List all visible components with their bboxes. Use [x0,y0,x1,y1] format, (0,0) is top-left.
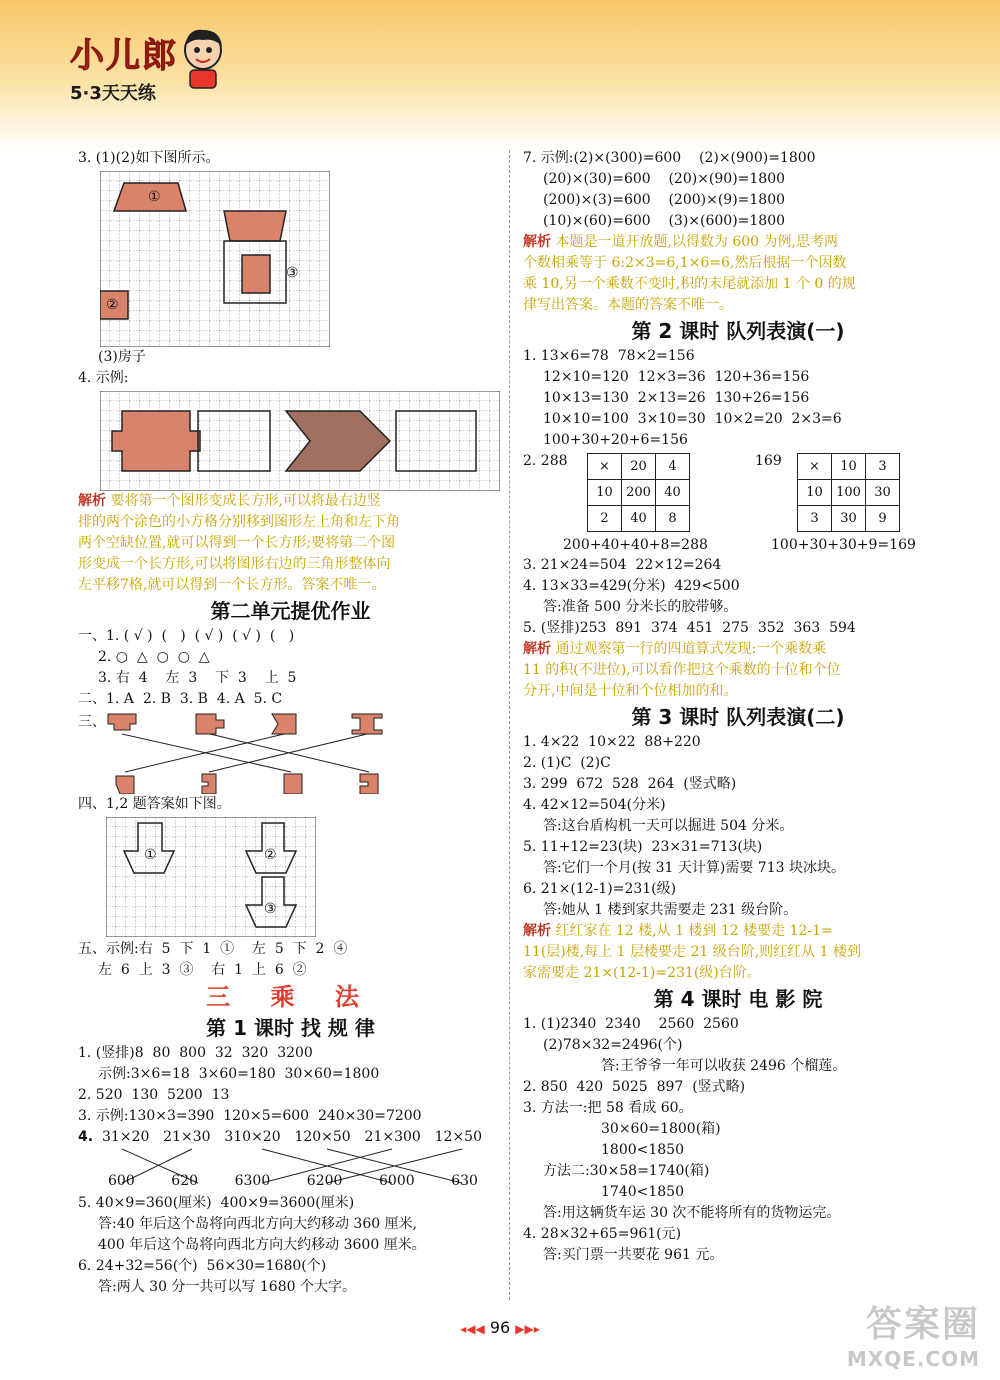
table-cell: 2 [588,506,622,532]
q3-shape3-label: ③ [286,265,299,281]
table-cell: 40 [656,480,690,506]
l2-q2-sum2: 100+30+30+9=169 [771,537,916,553]
watermark-url: MXQE.COM [846,1347,980,1371]
column-divider [509,150,510,1300]
l3-q6b: 答:她从 1 楼到家共需要走 231 级台阶。 [543,902,798,918]
u2-line2: 2. ○ △ ○ ○ △ [98,649,210,665]
analysis-line: 要将第一个图形变成长方形,可以将最右边竖 [110,493,381,509]
q3-intro: 3. (1)(2)如下图所示。 [78,150,220,166]
analysis-line: 11(层)楼,每上 1 层楼要走 21 级台阶,则红红从 1 楼到 [523,944,861,960]
watermark [847,1296,980,1371]
lesson3-title: 第 3 课时 队列表演(二) [631,705,845,729]
l4-q2: 2. 850 420 5025 897 (竖式略) [523,1079,746,1095]
q4-intro: 4. 示例: [78,370,129,386]
l2-q1: 1. 13×6=78 78×2=156 [523,348,695,364]
match-result: 600 [108,1173,135,1189]
next-arrows-icon: ▶▶▸ [515,1322,540,1336]
q7-analysis [523,232,953,316]
match-expression: 21×300 [364,1129,421,1145]
unit3-title: 三 乘 法 [206,983,375,1011]
table-cell: 40 [622,506,656,532]
analysis-line: 律写出答案。本题的答案不唯一。 [523,297,733,313]
q3-answer: (3)房子 [98,349,146,365]
l2-q2-sum1: 200+40+40+8=288 [563,537,708,553]
l4-q3f: 答:用这辆货车运 30 次不能将所有的货物运完。 [543,1205,841,1221]
l3-q6-analysis [523,921,953,984]
table-cell: 10 [798,480,832,506]
q3-shape2-label: ② [106,297,119,313]
l4-q3e: 1740<1850 [601,1184,684,1200]
u2-line7: 五、示例:右 5 下 1 ① 左 5 下 2 ④ [78,941,348,957]
analysis-line: 个数相乘等于 6:2×3=6,1×6=6,然后根据一个因数 [523,255,847,271]
table-cell: 30 [866,480,900,506]
u2-line5: 三、 [78,714,106,730]
l1-q5: 5. 40×9=360(厘米) 400×9=3600(厘米) [78,1195,355,1211]
match-bottom-row [108,1171,478,1192]
u2-line4: 二、1. A 2. B 3. B 4. A 5. C [78,691,283,707]
analysis-line: 两个空缺位置,就可以得到一个长方形;要将第二个图 [78,535,396,551]
l1-q1: 1. (竖排)8 80 800 32 320 3200 [78,1045,313,1061]
multiplication-table-2 [797,453,900,532]
l2-q5-analysis [523,639,953,702]
matching-lines [106,710,406,794]
match-result: 6300 [234,1173,271,1189]
l4-q1c: 答:王爷爷一年可以收获 2496 个榴莲。 [601,1058,847,1074]
analysis-line: 家需要走 21×(12-1)=231(级)台阶。 [523,965,761,981]
analysis-line: 乘 10,另一个乘数不变时,积的末尾就添加 1 个 0 的规 [523,276,856,292]
l3-q5b: 答:它们一个月(按 31 天计算)需要 713 块冰块。 [543,860,845,876]
l1-q4-num: 4. [78,1129,94,1145]
table-cell: 100 [832,480,866,506]
match-result: 630 [451,1173,478,1189]
watermark-title: 答案圈 [865,1304,980,1345]
l2-q2-label: 2. 288 [523,453,568,469]
l2-q2-tables [523,451,953,555]
l3-q4: 4. 42×12=504(分米) [523,797,666,813]
match-expression: 310×20 [224,1129,281,1145]
analysis-line: 分开,中间是十位和个位相加的和。 [523,683,738,699]
q7b: (20)×(30)=600 (20)×(90)=1800 [543,171,786,187]
analysis-line: 11 的积(不进位),可以看作把这个乘数的十位和个位 [523,662,841,678]
q7c: (200)×(3)=600 (200)×(9)=1800 [543,192,786,208]
l1-q6: 6. 24+32=56(个) 56×30=1680(个) [78,1258,327,1274]
l3-q4b: 答:这台盾构机一天可以掘进 504 分米。 [543,818,794,834]
l2-q1d: 10×10=100 3×10=30 10×2=20 2×3=6 [543,411,842,427]
table-cell: 3 [798,506,832,532]
l4-q3c: 1800<1850 [601,1142,684,1158]
prev-arrows-icon: ◂◀◀ [460,1322,485,1336]
match-result: 620 [171,1173,199,1189]
table-cell: 20 [622,454,656,480]
analysis-tag: 解析 [523,234,551,250]
l4-q1: 1. (1)2340 2340 2560 2560 [523,1016,739,1032]
match-result: 6200 [306,1173,343,1189]
analysis-tag: 解析 [523,641,551,657]
q3-shape1-label: ① [148,189,161,205]
match-expression: 12×50 [434,1129,482,1145]
analysis-line: 红红家在 12 楼,从 1 楼到 12 楼要走 12-1= [555,923,833,939]
table-cell: × [798,454,832,480]
left-column [78,148,503,1298]
l4-q3: 3. 方法一:把 58 看成 60。 [523,1100,693,1116]
q4-grid-figure [100,391,500,491]
l3-q2: 2. (1)C (2)C [523,755,611,771]
u2-line3: 3. 右 4 左 3 下 3 上 5 [98,670,297,686]
analysis-line: 左平移7格,就可以得到一个长方形。答案不唯一。 [78,577,386,593]
analysis-line: 本题是一道开放题,以得数为 600 为例,思考两 [555,234,838,250]
match-top-row [102,1127,482,1148]
l2-q1c: 10×13=130 2×13=26 130+26=156 [543,390,810,406]
l1-q5b: 答:40 年后这个岛将向西北方向大约移动 360 厘米, [98,1216,418,1232]
q7: 7. 示例:(2)×(300)=600 (2)×(900)=1800 [523,150,816,166]
l2-q1e: 100+30+20+6=156 [543,432,688,448]
l3-q1: 1. 4×22 10×22 88+220 [523,734,701,750]
table-cell: 4 [656,454,690,480]
u2-line1: 一、1. ( √ ) ( ) ( √ ) ( √ ) ( ) [78,628,295,644]
match-expression: 31×20 [102,1129,150,1145]
l4-q4b: 答:买门票一共要花 961 元。 [543,1247,724,1263]
l4-q4: 4. 28×32+65=961(元) [523,1226,682,1242]
q4-analysis [78,491,503,596]
table-cell: 30 [832,506,866,532]
table-cell: × [588,454,622,480]
l1-q6b: 答:两人 30 分一共可以写 1680 个大字。 [98,1279,356,1295]
q3-grid-figure [100,171,330,347]
u2-shape3-label: ③ [264,901,277,917]
l2-q5: 5. (竖排)253 891 374 451 275 352 363 594 [523,620,856,636]
u2-line6: 四、1,2 题答案如下图。 [78,796,231,812]
l2-q4b: 答:准备 500 分米长的胶带够。 [543,599,738,615]
unit2-title: 第二单元提优作业 [210,599,371,623]
logo-subtitle: 5·3天天练 [70,83,156,104]
page-number: 96 [489,1318,511,1337]
analysis-line: 形变成一个长方形,可以将图形右边的三角形整体向 [78,556,391,572]
l4-q3d: 方法二:30×58=1740(箱) [543,1163,710,1179]
table-cell: 10 [588,480,622,506]
u2-matching-figure [78,710,503,794]
match-expression: 21×30 [163,1129,211,1145]
l2-q2-label2: 169 [755,453,782,469]
analysis-line: 通过观察第一行的四道算式发现:一个乘数乘 [555,641,827,657]
l1-q4-matching [78,1127,503,1193]
analysis-tag: 解析 [78,493,106,509]
q7d: (10)×(60)=600 (3)×(600)=1800 [543,213,786,229]
mascot-icon [178,26,228,90]
table-cell: 9 [866,506,900,532]
lesson4-title: 第 4 课时 电 影 院 [653,987,823,1011]
u2-grid-figure [78,815,503,939]
l1-q3: 3. 示例:130×3=390 120×5=600 240×30=7200 [78,1108,422,1124]
l3-q6: 6. 21×(12-1)=231(级) [523,881,677,897]
match-expression: 120×50 [294,1129,351,1145]
logo-title: 小儿郎 [70,36,178,76]
logo [70,28,178,105]
table-cell: 10 [832,454,866,480]
lesson2-title: 第 2 课时 队列表演(一) [631,319,845,343]
table-cell: 8 [656,506,690,532]
analysis-tag: 解析 [523,923,551,939]
l4-q1b: (2)78×32=2496(个) [543,1037,683,1053]
u2-line8: 左 6 上 3 ③ 右 1 上 6 ② [98,962,307,978]
lesson1-title: 第 1 课时 找 规 律 [206,1016,375,1040]
table-cell: 3 [866,454,900,480]
analysis-line: 排的两个涂色的小方格分别移到图形左上角和左下角 [78,514,400,530]
l2-q4: 4. 13×33=429(分米) 429<500 [523,578,740,594]
multiplication-table-1 [587,453,690,532]
l2-q1b: 12×10=120 12×3=36 120+36=156 [543,369,810,385]
l3-q3: 3. 299 672 528 264 (竖式略) [523,776,737,792]
l1-q1b: 示例:3×6=18 3×60=180 30×60=1800 [98,1066,380,1082]
l4-q3b: 30×60=1800(箱) [601,1121,721,1137]
l3-q5: 5. 11+12=23(块) 23×31=713(块) [523,839,763,855]
l1-q5c: 400 年后这个岛将向西北方向大约移动 3600 厘米。 [98,1237,426,1253]
right-column [523,148,953,1266]
l2-q3: 3. 21×24=504 22×12=264 [523,557,722,573]
u2-shape2-label: ② [264,847,277,863]
u2-shape1-label: ① [144,847,157,863]
match-result: 6000 [379,1173,415,1189]
table-cell: 200 [622,480,656,506]
l1-q2: 2. 520 130 5200 13 [78,1087,230,1103]
